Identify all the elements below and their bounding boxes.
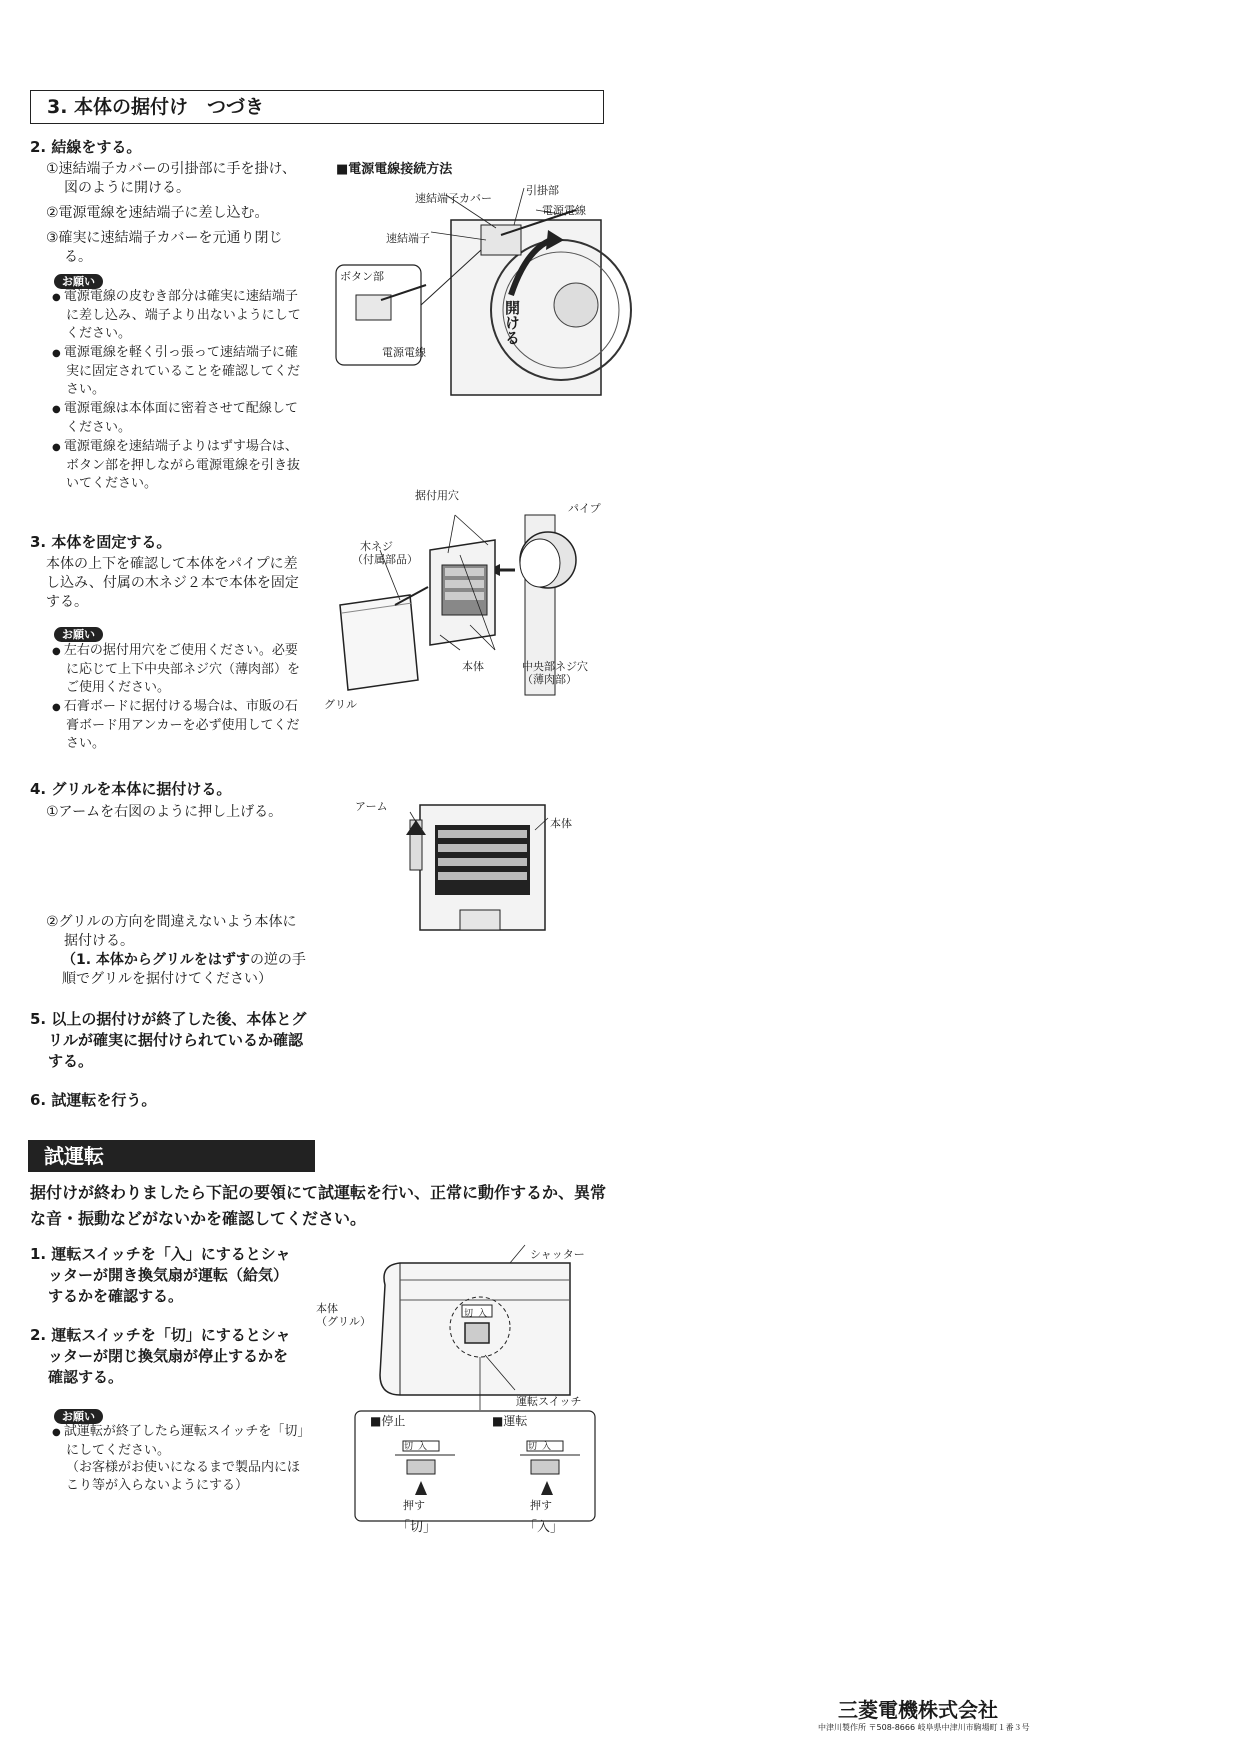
step4-item-2: ②グリルの方向を間違えないよう本体に据付ける。: [46, 914, 297, 949]
step3-note-2: ● 石膏ボードに据付ける場合は、市販の石膏ボード用アンカーを必ず使用してください。: [52, 698, 304, 753]
label-center-hole: 中央部ネジ穴: [522, 660, 588, 673]
step5-title: 5. 以上の据付けが終了した後、本体とグリルが確実に据付けられているか確認する。: [30, 1010, 307, 1070]
trial-step2: 2. 運転スイッチを「切」にするとシャッターが閉じ換気扇が停止するかを確認する。: [30, 1326, 291, 1386]
step4-note-text: の逆の手順でグリルを据付けてください）: [62, 952, 306, 987]
label-sw-off-small: 切: [464, 1309, 474, 1319]
label-trial-body: 本体: [316, 1302, 338, 1315]
label-body: 本体: [462, 660, 484, 673]
label-push-stop: 押す: [403, 1499, 425, 1512]
label-run-sw-off: 切: [528, 1442, 538, 1452]
step3-badge: お願い: [54, 623, 103, 642]
step2-badge: お願い: [54, 270, 103, 289]
label-stop-sw-on: 入: [418, 1442, 428, 1452]
company-name: 三菱電機株式会社: [838, 1698, 998, 1722]
step2-item-1: ①速結端子カバーの引掛部に手を掛け、図のように開ける。: [46, 161, 296, 196]
step3-title: 3. 本体を固定する。: [30, 533, 172, 551]
section-title: 3. 本体の据付け つづき: [47, 96, 265, 118]
step4-item-1: ①アームを右図のように押し上げる。: [46, 804, 283, 820]
step2-note-4: ● 電源電線を速結端子よりはずす場合は、ボタン部を押しながら電源電線を引き抜いてください。: [52, 438, 304, 493]
step4-title: 4. グリルを本体に据付ける。: [30, 780, 232, 798]
step3-body: 本体の上下を確認して本体をパイプに差し込み、付属の木ネジ２本で本体を固定する。: [46, 556, 299, 610]
label-trial-body-sub: （グリル）: [316, 1315, 371, 1328]
label-sw-on-small: 入: [478, 1309, 488, 1319]
step2-note-2: ● 電源電線を軽く引っ張って速結端子に確実に固定されていることを確認してください。: [52, 344, 304, 399]
label-terminal: 速結端子: [386, 232, 430, 245]
label-arm: アーム: [355, 800, 388, 813]
label-screw-sub: （付属部品）: [352, 553, 418, 566]
label-run: ■運転: [492, 1414, 528, 1428]
step2-notes: [52, 288, 304, 494]
step2-title: 2. 結線をする。: [30, 138, 142, 156]
company-address: 中津川製作所 〒508-8666 岐阜県中津川市駒場町１番３号: [818, 1723, 1030, 1732]
trial-step1: 1. 運転スイッチを「入」にするとシャッターが開き換気扇が運転（給気）するかを確認する。: [30, 1245, 291, 1305]
label-hook: 引掛部: [526, 184, 559, 197]
trial-notes: [52, 1423, 304, 1461]
step4-note-ref: （1. 本体からグリルをはずす: [62, 952, 250, 968]
step4-item-2-note: [62, 951, 306, 989]
step2-item-2: ②電源電線を速結端子に差し込む。: [46, 205, 269, 221]
trial-note-sub: （お客様がお使いになるまで製品内にほこり等が入らないようにする）: [66, 1460, 301, 1493]
trial-badge: お願い: [54, 1405, 103, 1424]
step2-item-3: ③確実に速結端子カバーを元通り閉じる。: [46, 230, 283, 265]
step3-note-1: ● 左右の据付用穴をご使用ください。必要に応じて上下中央部ネジ穴（薄肉部）をご使用ください。: [52, 642, 304, 697]
label-open: 開ける: [503, 300, 521, 345]
step2-note-1: ● 電源電線の皮むき部分は確実に速結端子に差し込み、端子より出ないようにしてください。: [52, 288, 304, 343]
label-arm-body: 本体: [550, 817, 572, 830]
label-terminal-cover: 速結端子カバー: [415, 192, 492, 205]
label-grille: グリル: [324, 698, 357, 711]
trial-lead: 据付けが終わりましたら下記の要領にて試運転を行い、正常に動作するか、異常な音・振動などがないかを確認してください。: [30, 1183, 607, 1228]
label-run-sw-on: 入: [542, 1442, 552, 1452]
label-center-hole-sub: （薄肉部）: [522, 673, 577, 686]
label-stop-sw-off: 切: [404, 1442, 414, 1452]
fig-arm: [400, 800, 560, 940]
section-header: [30, 90, 604, 124]
label-switch: 運転スイッチ: [516, 1395, 582, 1408]
label-shutter: シャッター: [530, 1248, 585, 1261]
label-pipe: パイプ: [568, 502, 601, 515]
fig-wiring-title: ■電源電線接続方法: [336, 162, 453, 177]
step3-notes: [52, 642, 304, 754]
label-off: 「切」: [397, 1520, 437, 1535]
trial-note: ● 試運転が終了したら運転スイッチを「切」にしてください。: [52, 1423, 304, 1460]
step6-title: 6. 試運転を行う。: [30, 1091, 157, 1109]
label-mount-holes: 据付用穴: [415, 489, 459, 502]
label-push-run: 押す: [530, 1499, 552, 1512]
step2-note-3: ● 電源電線は本体面に密着させて配線してください。: [52, 400, 304, 437]
label-on: 「入」: [524, 1520, 564, 1535]
label-cable-bottom: 電源電線: [382, 346, 426, 359]
fig-switch: [355, 1255, 615, 1530]
label-button: ボタン部: [340, 270, 384, 283]
step2-items: [46, 160, 306, 267]
label-cable-top: 電源電線: [542, 204, 586, 217]
label-screw: 木ネジ: [360, 540, 393, 553]
label-stop: ■停止: [370, 1414, 406, 1428]
trial-heading: 試運転: [28, 1140, 315, 1172]
